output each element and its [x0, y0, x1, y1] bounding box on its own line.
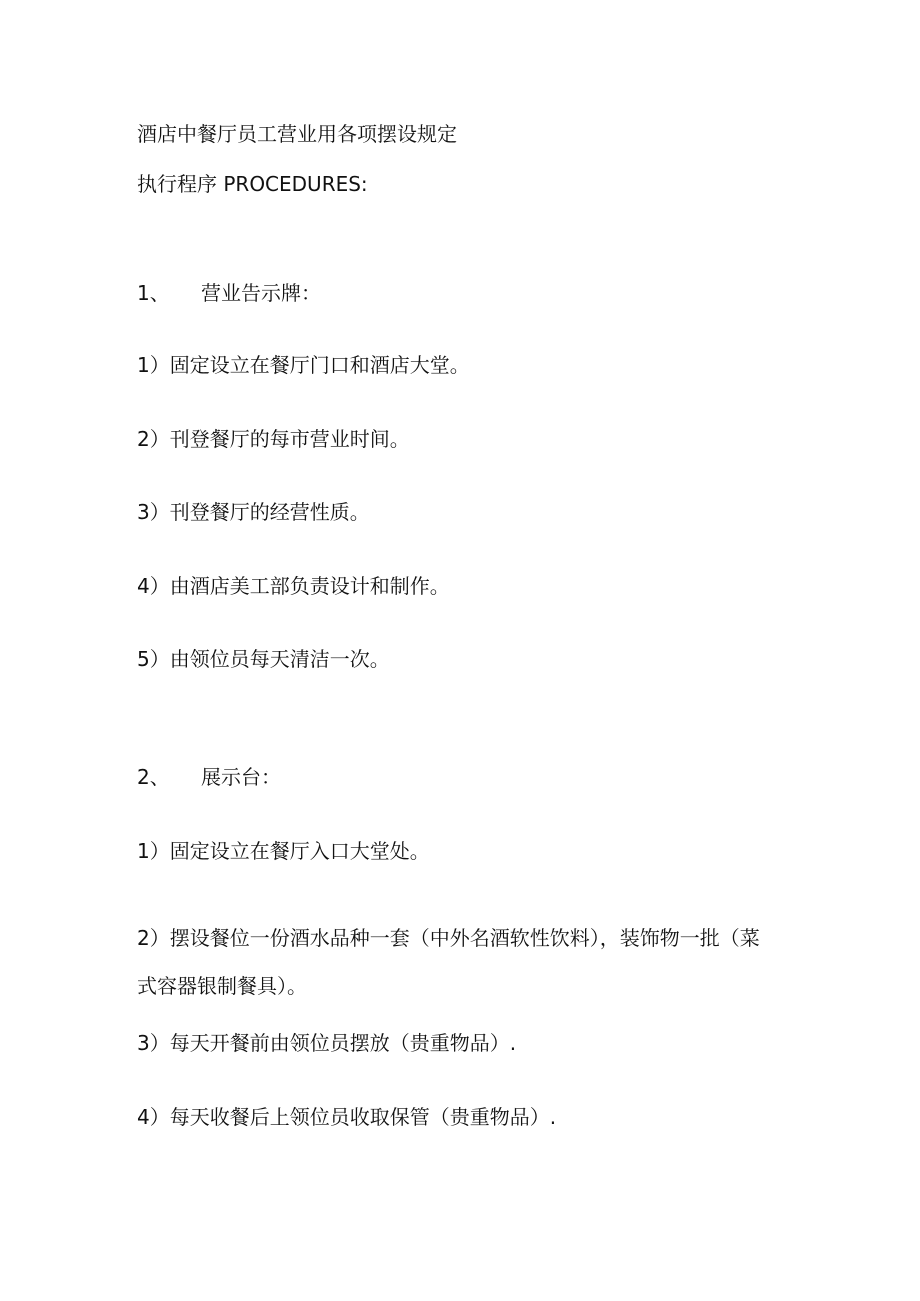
- section-heading: 营业告示牌：: [201, 281, 321, 305]
- list-item-continuation: 式容器银制餐具）。: [137, 974, 307, 998]
- section-2-heading-line: [137, 765, 281, 789]
- section-number: 1、: [137, 281, 170, 305]
- section-1-heading-line: [137, 281, 321, 305]
- list-item: 4）由酒店美工部负责设计和制作。: [137, 574, 450, 598]
- list-item: 3）刊登餐厅的经营性质。: [137, 500, 370, 524]
- list-item: 1）固定设立在餐厅门口和酒店大堂。: [137, 353, 470, 377]
- document-subtitle: 执行程序 PROCEDURES:: [137, 172, 368, 196]
- list-item: 4）每天收餐后上领位员收取保管（贵重物品）.: [137, 1105, 557, 1129]
- list-item: 2）刊登餐厅的每市营业时间。: [137, 427, 410, 451]
- section-heading: 展示台：: [201, 765, 281, 789]
- list-item: 3）每天开餐前由领位员摆放（贵重物品）.: [137, 1031, 517, 1055]
- list-item: 1）固定设立在餐厅入口大堂处。: [137, 839, 430, 863]
- section-number: 2、: [137, 765, 170, 789]
- list-item: 5）由领位员每天清洁一次。: [137, 647, 390, 671]
- document-title: 酒店中餐厅员工营业用各项摆设规定: [137, 122, 457, 146]
- list-item: 2）摆设餐位一份酒水品种一套（中外名酒软性饮料），装饰物一批（菜: [137, 926, 760, 950]
